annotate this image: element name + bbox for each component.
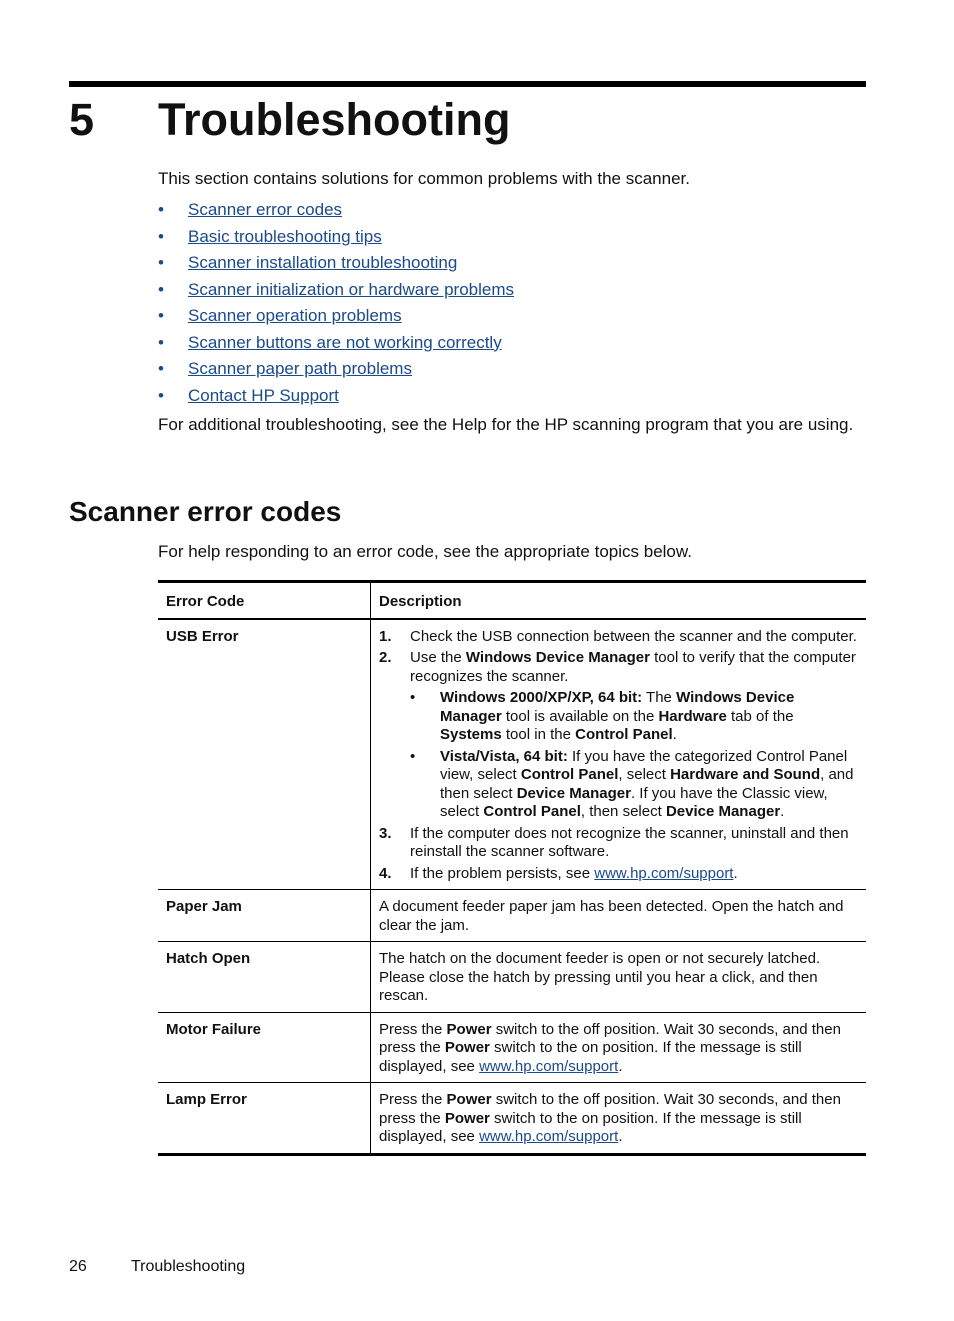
text: Press the (379, 1091, 447, 1108)
step-number: 4. (379, 864, 392, 882)
link-installation-troubleshooting[interactable]: Scanner installation troubleshooting (188, 253, 458, 272)
bold-term: Systems (440, 726, 502, 743)
link-paper-path-problems[interactable]: Scanner paper path problems (188, 359, 412, 378)
step-text: Check the USB connection between the scanner and the computer. (410, 627, 857, 645)
header-error-code: Error Code (158, 582, 371, 619)
support-link[interactable]: www.hp.com/support (594, 864, 734, 882)
description-cell: A document feeder paper jam has been detected. Open the hatch and clear the jam. (371, 890, 867, 942)
bullet: • (158, 279, 164, 299)
chapter-rule (69, 81, 866, 87)
text: tab of the (726, 707, 794, 725)
sub-item (410, 689, 858, 745)
text: switch to the on position. If the message is still displayed, see (379, 1039, 802, 1075)
step-text: If the problem persists, see (410, 864, 595, 882)
bold-term: Control Panel (520, 766, 619, 783)
table-row (158, 1083, 866, 1155)
header-description: Description (371, 582, 867, 619)
text: switch to the on position. If the message is still displayed, see (379, 1109, 802, 1145)
list-item (158, 304, 866, 331)
text: Press the (379, 1020, 447, 1038)
text: switch to the off position. Wait 30 seconds, and then press the (379, 1091, 841, 1127)
text: . (780, 803, 785, 820)
topic-list (158, 198, 866, 410)
error-code-cell: Paper Jam (158, 890, 371, 942)
step-number: 1. (379, 627, 392, 645)
bold-term: Control Panel (575, 726, 673, 743)
text: , and then select (440, 766, 854, 802)
step-number: 2. (379, 649, 392, 666)
error-code-cell: Lamp Error (158, 1083, 371, 1155)
link-basic-troubleshooting-tips[interactable]: Basic troubleshooting tips (188, 226, 382, 246)
description-cell (371, 1012, 867, 1083)
link-initialization-hardware-problems[interactable]: Scanner initialization or hardware problems (188, 279, 514, 299)
step (379, 628, 858, 647)
description-cell: The hatch on the document feeder is open or not securely latched. Please close the hatch by pressing until you hear a click, and then rescan. (371, 942, 867, 1013)
list-item (158, 251, 866, 278)
sub-item (410, 748, 858, 822)
step (379, 649, 858, 822)
table-row (158, 890, 866, 942)
section-intro: For help responding to an error code, see the appropriate topics below. (158, 542, 692, 561)
list-item (158, 384, 866, 411)
chapter-title: Troubleshooting (158, 94, 511, 145)
description-cell (371, 1083, 867, 1155)
table-row (158, 942, 866, 1013)
text: tool is available on the (501, 707, 659, 725)
text: switch to the off position. Wait 30 seconds, and then press the (379, 1020, 841, 1056)
list-item (158, 357, 866, 384)
bullet: • (158, 306, 164, 325)
link-buttons-not-working[interactable]: Scanner buttons are not working correctly (188, 332, 502, 352)
table-header-row (158, 582, 866, 619)
error-code-table (158, 580, 866, 1156)
step (379, 825, 858, 862)
table-row (158, 1012, 866, 1083)
bullet: • (158, 359, 164, 378)
bold-term: Power (446, 1091, 492, 1108)
bullet: • (158, 253, 164, 272)
text: , then select (580, 803, 666, 820)
step-number: 3. (379, 824, 392, 842)
support-link[interactable]: www.hp.com/support (479, 1057, 619, 1075)
bold-term: Vista/Vista, 64 bit: (440, 747, 568, 765)
error-code-cell: USB Error (158, 619, 371, 890)
list-item (158, 331, 866, 358)
bold-term: Device Manager (516, 784, 631, 802)
chapter-heading (69, 92, 866, 148)
text: tool in the (501, 726, 576, 743)
additional-help-text: For additional troubleshooting, see the Help for the HP scanning program that you are using. (158, 415, 854, 434)
bold-term: Hardware and Sound (670, 766, 821, 783)
bold-term: Device Manager (665, 803, 781, 820)
link-contact-hp-support[interactable]: Contact HP Support (188, 385, 339, 405)
text: If you have the categorized Control Panel view, select (440, 747, 848, 783)
bold-term: Power (446, 1020, 492, 1038)
step-text: . (733, 864, 738, 882)
list-item (158, 198, 866, 225)
bullet: • (158, 200, 164, 219)
bold-term: Power (444, 1109, 490, 1127)
step-text: If the computer does not recognize the scanner, uninstall and then reinstall the scanner software. (410, 824, 849, 860)
step-text: Use the (410, 649, 466, 666)
error-code-cell: Hatch Open (158, 942, 371, 1013)
description-cell (371, 619, 867, 890)
text: , select (618, 766, 671, 783)
bullet: • (158, 226, 164, 246)
bold-term: Hardware (658, 707, 727, 725)
bold-term: Windows 2000/XP/XP, 64 bit: (440, 689, 643, 706)
os-notes (410, 689, 858, 822)
bullet: • (410, 689, 416, 706)
bold-term: Power (444, 1039, 490, 1056)
text: The (642, 689, 677, 706)
bullet: • (410, 747, 416, 765)
table-row (158, 619, 866, 890)
intro-text: This section contains solutions for common problems with the scanner. (158, 169, 690, 188)
text: . (618, 1057, 623, 1075)
text: . If you have the Classic view, select (440, 784, 828, 820)
link-scanner-error-codes[interactable]: Scanner error codes (188, 200, 343, 219)
step-text: tool to verify that the computer recognizes the scanner. (410, 649, 856, 685)
bold-term: Windows Device Manager (440, 689, 795, 725)
bullet: • (158, 385, 164, 405)
bullet: • (158, 332, 164, 352)
link-operation-problems[interactable]: Scanner operation problems (188, 306, 402, 325)
step (379, 865, 858, 884)
bold-term: Control Panel (483, 803, 581, 820)
text: . (618, 1128, 623, 1145)
list-item (158, 278, 866, 305)
footer-title: Troubleshooting (131, 1258, 246, 1275)
chapter-number: 5 (69, 94, 95, 145)
section-title: Scanner error codes (69, 496, 342, 527)
error-code-cell: Motor Failure (158, 1012, 371, 1083)
text: . (672, 726, 677, 743)
support-link[interactable]: www.hp.com/support (479, 1128, 619, 1145)
page-number: 26 (69, 1258, 87, 1275)
bold-term: Windows Device Manager (465, 649, 650, 666)
usb-steps (379, 628, 858, 884)
list-item (158, 225, 866, 252)
